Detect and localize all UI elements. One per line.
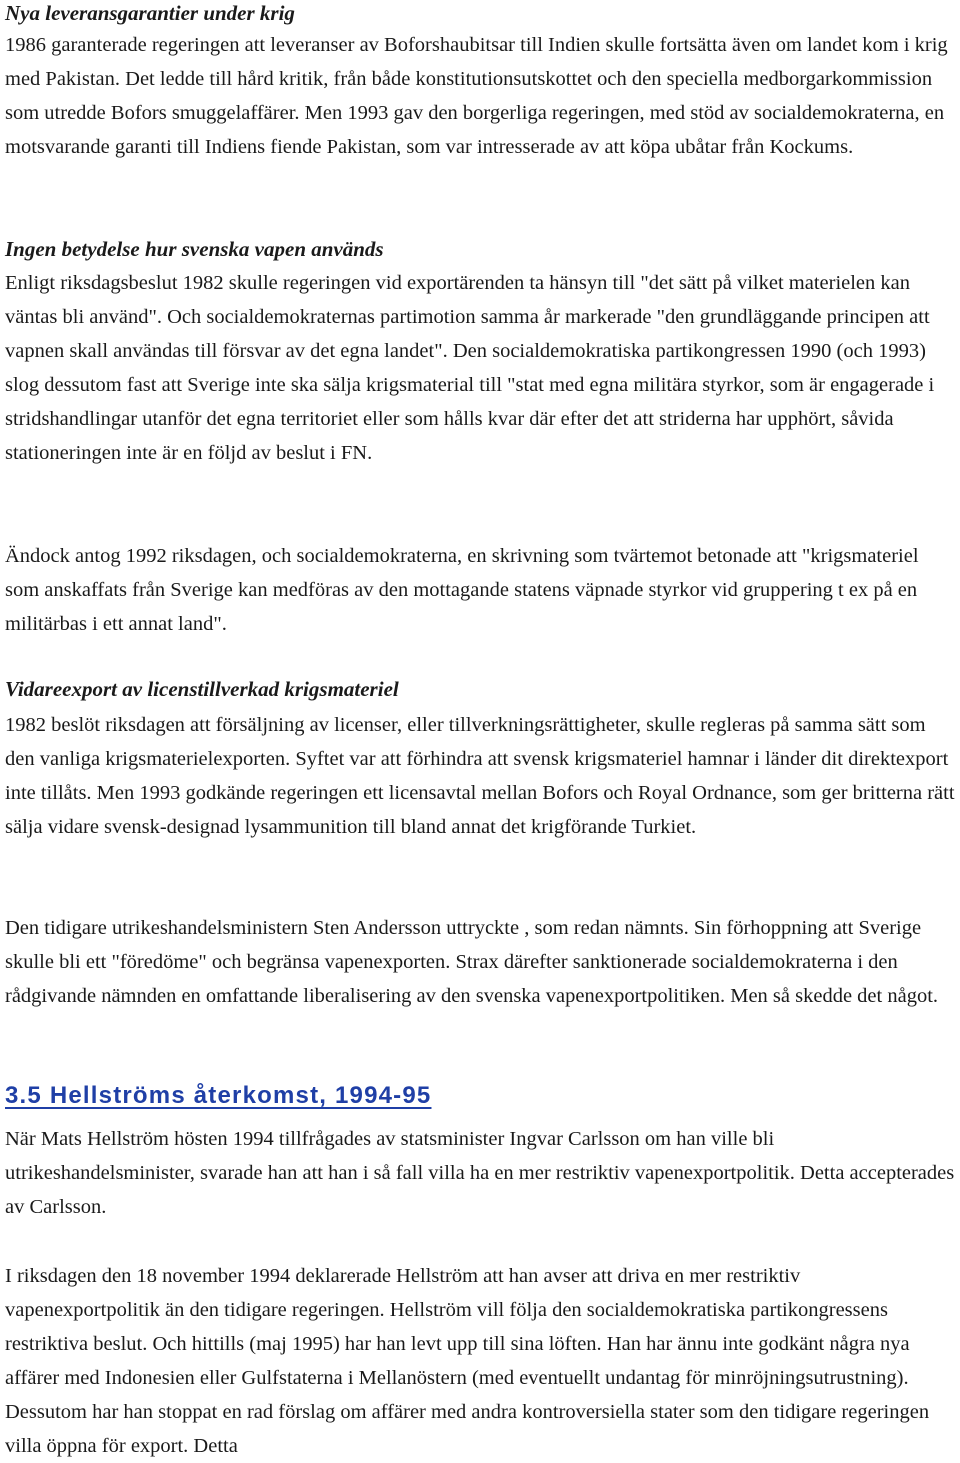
paragraph-sten-andersson: Den tidigare utrikeshandelsministern Sten Andersson uttryckte , som redan nämnts. Sin förhoppning att Sverige skulle bli ett "föredöme" och begränsa vapenexporten. Strax därefter sanktionerade socialdemokraterna i den rådgivande nämnden en omfattande liberalisering av den svenska vapenexportpolitiken. Men så skedde det något.	[5, 917, 939, 1007]
subheading-vidareexport: Vidareexport av licenstillverkad krigsmateriel	[5, 677, 399, 701]
paragraph-licenser: 1982 beslöt riksdagen att försäljning av licenser, eller tillverkningsrättigheter, skulle regleras på samma sätt som den vanliga krigsmaterielexporten. Syftet var att förhindra att svensk krigsmateriel hamnar i länder dit direktexport inte tillåts. Men 1993 godkände regeringen ett licensavtal mellan Bofors och Royal Ordnance, som ger britterna rätt sälja vidare svensk-designad lysammunition till bland annat det krigförande Turkiet.	[5, 714, 955, 838]
paragraph-riksdagsbeslut-1982: Enligt riksdagsbeslut 1982 skulle regeringen vid exportärenden ta hänsyn till "det sätt på vilket materielen kan väntas bli använd". Och socialdemokraternas partimotion samma år markerade "den grundläggande principen att vapnen skall användas till försvar av det egna landet". Den socialdemokratiska partikongressen 1990 (och 1993) slog dessutom fast att Sverige inte ska sälja krigsmaterial till "stat med egna militära styrkor, som är engagerade i stridshandlingar utanför det egna territoriet eller som hålls kvar där efter det att striderna har upphört, såvida stationeringen inte är en följd av beslut i FN.	[5, 272, 935, 464]
paragraph-riksdagen-november: I riksdagen den 18 november 1994 deklarerade Hellström att han avser att driva en mer restriktiv vapenexportpolitik än den tidigare regeringen. Hellström vill följa den socialdemokratiska partikongressens restriktiva beslut. Och hittills (maj 1995) har han levt upp till sina löften. Han har ännu inte godkänt några nya affärer med Indonesien eller Gulfstaterna i Mellanöstern (med eventuellt undantag för minröjningsutrustning). Dessutom har han stoppat en rad förslag om affärer med andra kontroversiella stater som den tidigare regeringen villa öppna för export. Detta	[5, 1265, 930, 1457]
subheading-leveransgarantier: Nya leveransgarantier under krig	[5, 1, 295, 25]
subheading-vapen-anvands: Ingen betydelse hur svenska vapen används	[5, 237, 384, 261]
section-heading-3-5: 3.5 Hellströms återkomst, 1994-95	[5, 1082, 432, 1109]
paragraph-hellstrom-hosten: När Mats Hellström hösten 1994 tillfrågades av statsminister Ingvar Carlsson om han ville bli utrikeshandelsminister, svarade han att han i så fall villa ha en mer restriktiv vapenexportpolitik. Detta accepterades av Carlsson.	[5, 1128, 955, 1218]
paragraph-leveransgarantier: 1986 garanterade regeringen att leveranser av Boforshaubitsar till Indien skulle fortsätta även om landet kom i krig med Pakistan. Det ledde till hård kritik, från både konstitutionsutskottet och den speciella medborgarkommission som utredde Bofors smuggelaffärer. Men 1993 gav den borgerliga regeringen, med stöd av socialdemokraterna, en motsvarande garanti till Indiens fiende Pakistan, som var intresserade av att köpa ubåtar från Kockums.	[5, 34, 948, 158]
paragraph-andock-1992: Ändock antog 1992 riksdagen, och socialdemokraterna, en skrivning som tvärtemot betonade att "krigsmateriel som anskaffats från Sverige kan medföras av den mottagande statens väpnade styrkor vid gruppering t ex på en militärbas i ett annat land".	[5, 545, 919, 635]
